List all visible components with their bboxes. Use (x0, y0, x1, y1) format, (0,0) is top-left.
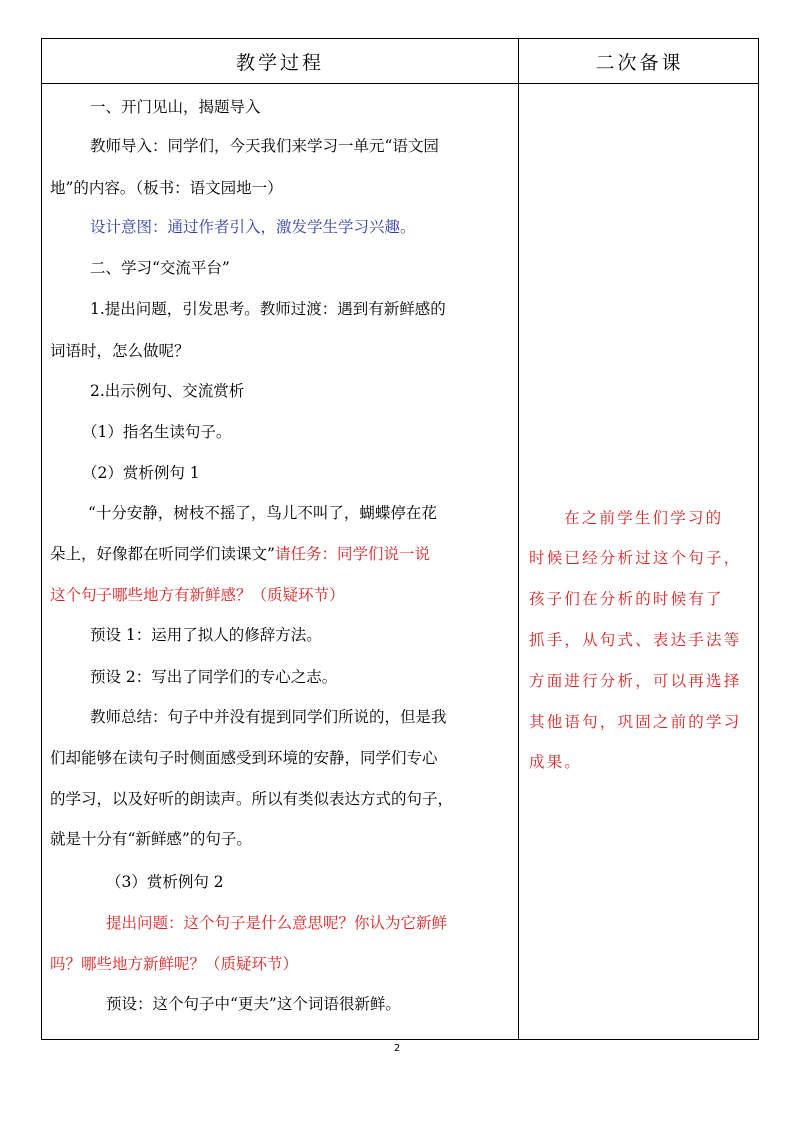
step-2-3: （3）赏析例句 2 (106, 873, 224, 891)
teacher-intro-line2: 地”的内容。（板书：语文园地一） (50, 179, 283, 197)
step-1-line2: 词语时，怎么做呢？ (50, 342, 190, 360)
step-2-1: （1）指名生读句子。 (82, 423, 232, 441)
summary-line1: 教师总结：句子中并没有提到同学们所说的，但是我 (90, 708, 447, 726)
note-line4: 抓手，从句式、表达手法等 (529, 631, 742, 649)
design-intent: 设计意图：通过作者引入，激发学生学习兴趣。 (90, 218, 416, 236)
summary-line3: 的学习，以及好听的朗读声。所以有类似表达方式的句子， (50, 790, 454, 808)
preset-1: 预设 1：运用了拟人的修辞方法。 (90, 626, 322, 644)
summary-line4: 就是十分有“新鲜感”的句子。 (50, 830, 252, 848)
section-2-heading: 二、学习“交流平台” (90, 259, 230, 277)
step-2-2: （2）赏析例句 1 (82, 464, 200, 482)
summary-line2: 们却能够在读句子时侧面感受到环境的安静，同学们专心 (50, 749, 438, 767)
example-1-line2 (50, 544, 512, 565)
step-2: 2.出示例句、交流赏析 (90, 382, 245, 400)
lesson-table (41, 38, 759, 1040)
section-1-heading: 一、开门见山，揭题导入 (90, 98, 261, 116)
note-line2: 时候已经分析过这个句子， (529, 549, 742, 567)
example-1-line1: “十分安静，树枝不摇了，鸟儿不叫了，蝴蝶停在花 (88, 504, 437, 522)
teacher-intro-line1: 教师导入：同学们，今天我们来学习一单元“语文园 (90, 137, 439, 155)
example-1-line3: 这个句子哪些地方有新鲜感？（质疑环节） (50, 586, 345, 604)
question-line1: 提出问题：这个句子是什么意思呢？你认为它新鲜 (106, 914, 448, 932)
note-line1: 在之前学生们学习的 (564, 509, 724, 527)
preset-3: 预设：这个句子中“更夫”这个词语很新鲜。 (106, 995, 401, 1013)
question-line2: 吗？哪些地方新鲜呢？（质疑环节） (50, 955, 299, 973)
note-line5: 方面进行分析，可以再选择 (529, 672, 742, 690)
header-divider (42, 83, 758, 84)
preset-2: 预设 2：写出了同学们的专心之志。 (90, 668, 338, 686)
note-line3: 孩子们在分析的时候有了 (529, 590, 724, 608)
note-line6: 其他语句，巩固之前的学习 (529, 713, 742, 731)
example-1-quote: 朵上，好像都在听同学们读课文” (50, 545, 275, 563)
header-second-preparation: 二次备课 (595, 51, 684, 74)
header-teaching-process: 教学过程 (235, 51, 324, 74)
page-number: 2 (393, 1043, 401, 1054)
step-1-line1: 1.提出问题，引发思考。教师过渡：遇到有新鲜感的 (90, 300, 446, 318)
example-1-task: 请任务：同学们说一说 (274, 545, 430, 563)
note-line7: 成果。 (529, 753, 583, 771)
